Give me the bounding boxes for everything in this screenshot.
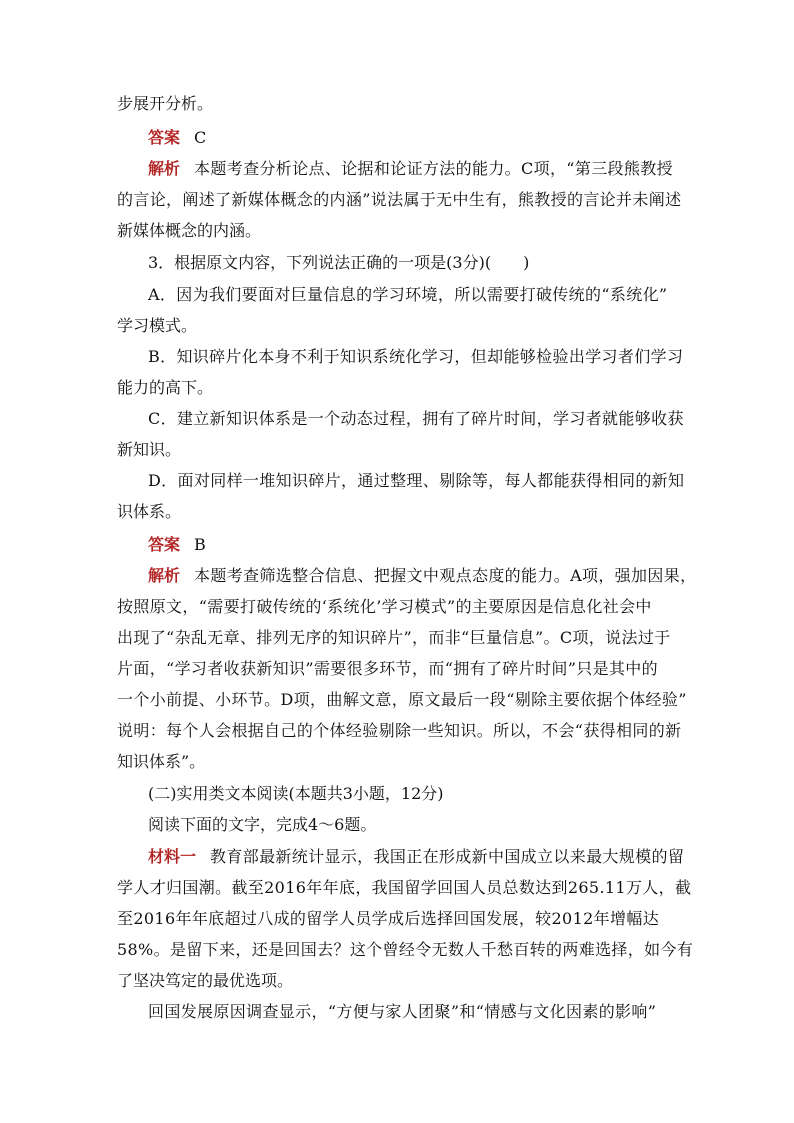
analysis-line: [148, 159, 673, 179]
text-line: 步展开分析。: [117, 94, 214, 113]
option-a-cont: 学习模式。: [117, 316, 198, 335]
text-line: 按照原文，“需要打破传统的‘系统化’学习模式”的主要原因是信息化社会中: [117, 597, 652, 616]
answer-value: C: [194, 128, 207, 147]
answer-value: B: [194, 535, 206, 554]
text-line: 一个小前提、小环节。D项，曲解文意，原文最后一段“剔除主要依据个体经验”: [117, 690, 687, 709]
text-line: 回国发展原因调查显示，“方便与家人团聚”和“情感与文化因素的影响”: [148, 1002, 657, 1021]
question-3: 3．根据原文内容，下列说法正确的一项是(3分)( ): [148, 253, 530, 272]
text-line: 说明：每个人会根据自己的个体经验剔除一些知识。所以，不会“获得相同的新: [117, 721, 682, 740]
answer-label: 答案: [148, 535, 181, 554]
instruction-line: 阅读下面的文字，完成4～6题。: [148, 815, 377, 834]
option-b-cont: 能力的高下。: [117, 378, 214, 397]
text-line: 片面，“学习者收获新知识”需要很多环节，而“拥有了碎片时间”只是其中的: [117, 659, 658, 678]
text-line: 的言论，阐述了新媒体概念的内涵”说法属于无中生有，熊教授的言论并未阐述: [117, 190, 682, 209]
text-line: 学人才归国潮。截至2016年年底，我国留学回国人员总数达到265.11万人，截: [117, 878, 692, 897]
text-line: 了坚决笃定的最优选项。: [117, 971, 294, 990]
option-c: C．建立新知识体系是一个动态过程，拥有了碎片时间，学习者就能够收获: [148, 409, 684, 428]
option-a: A．因为我们要面对巨量信息的学习环境，所以需要打破传统的“系统化”: [148, 285, 668, 304]
material-label: 材料一: [148, 847, 197, 866]
material-line: [148, 847, 684, 867]
analysis-label: 解析: [148, 566, 181, 585]
analysis-line: [148, 566, 696, 586]
answer-line: [148, 535, 206, 555]
text-line: 出现了“杂乱无章、排列无序的知识碎片”，而非“巨量信息”。C项，说法过于: [117, 628, 671, 647]
text-line: 新媒体概念的内涵。: [117, 221, 262, 240]
option-c-cont: 新知识。: [117, 440, 182, 459]
option-d: D．面对同样一堆知识碎片，通过整理、剔除等，每人都能获得相同的新知: [148, 471, 685, 490]
material-text: 教育部最新统计显示，我国正在形成新中国成立以来最大规模的留: [210, 847, 685, 866]
section-heading: (二)实用类文本阅读(本题共3小题，12分): [148, 784, 444, 803]
option-d-cont: 识体系。: [117, 502, 182, 521]
text-line: 58%。是留下来，还是回国去？这个曾经令无数人千愁百转的两难选择，如今有: [117, 940, 694, 959]
analysis-text: 本题考查筛选整合信息、把握文中观点态度的能力。A项，强加因果，: [194, 566, 697, 585]
text-line: 知识体系”。: [117, 752, 206, 771]
answer-label: 答案: [148, 128, 181, 147]
analysis-label: 解析: [148, 159, 181, 178]
answer-line: [148, 128, 206, 148]
option-b: B．知识碎片化本身不利于知识系统化学习，但却能够检验出学习者们学习: [148, 347, 684, 366]
text-line: 至2016年年底超过八成的留学人员学成后选择回国发展，较2012年增幅达: [117, 909, 660, 928]
analysis-text: 本题考查分析论点、论据和论证方法的能力。C项，“第三段熊教授: [194, 159, 673, 178]
